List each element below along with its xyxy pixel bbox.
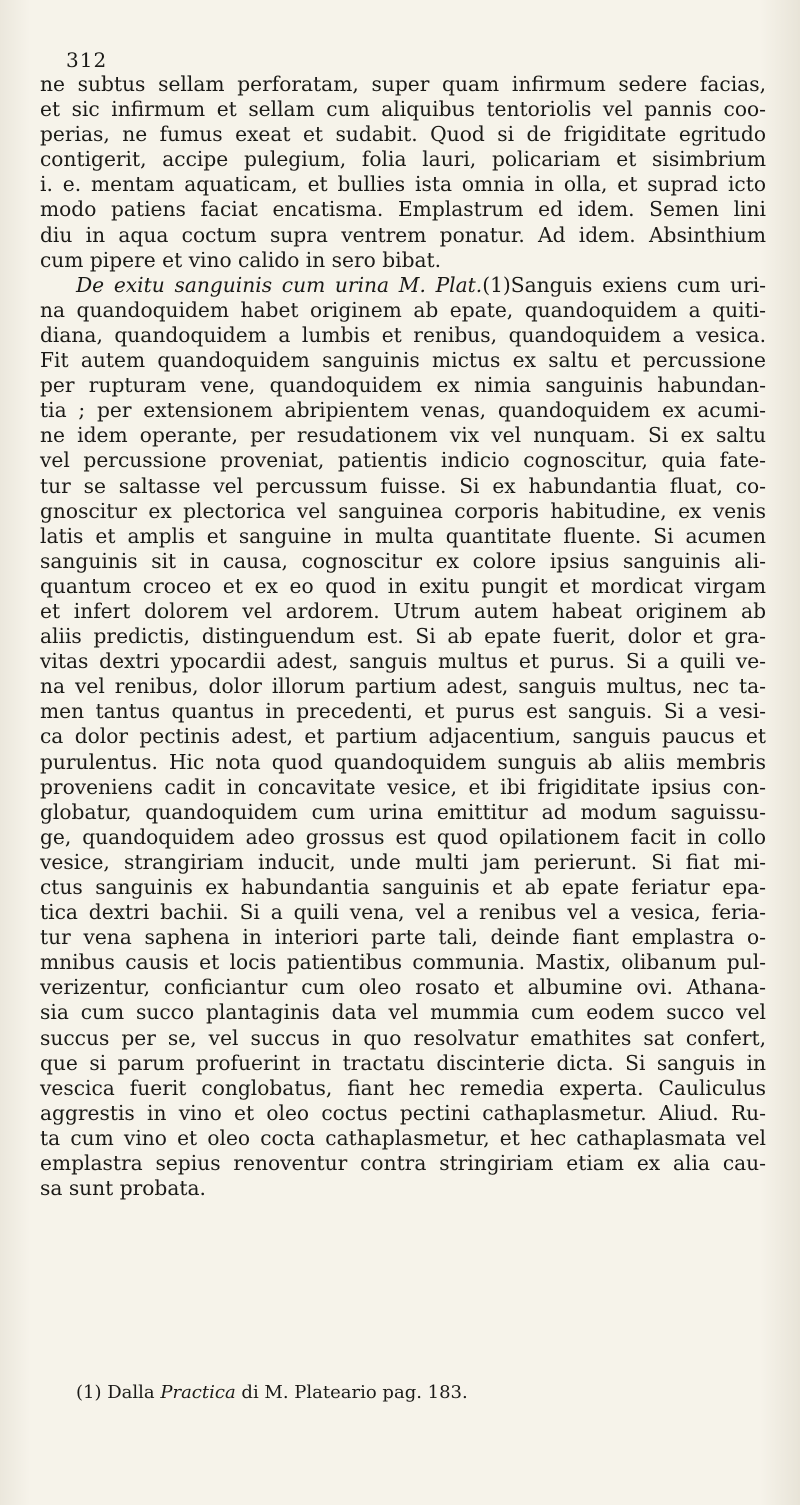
text-line: diu in aqua coctum supra ventrem ponatur. Ad idem. Absinthium: [40, 222, 766, 247]
text-line: ctus sanguinis ex habundantia sanguinis et ab epate feriatur epa-: [40, 875, 766, 899]
text-line: tur se saltasse vel percussum fuisse. Si ex habundantia fluat, co-: [40, 473, 766, 498]
text-line: aggrestis in vino et oleo coctus pectini cathaplasmetur. Aliud. Ru-: [40, 1100, 766, 1125]
text-line: cum pipere et vino calido in sero bibat.: [40, 247, 442, 272]
text-line: modo patiens faciat encatisma. Emplastrum ed idem. Semen lini: [40, 197, 766, 222]
text-line: que si parum profuerint in tractatu discinterie dicta. Si sanguis in: [40, 1050, 766, 1075]
page-number: 312: [66, 48, 108, 72]
text-line: na quandoquidem habet originem ab epate, quandoquidem a quiti-: [40, 297, 766, 322]
text-line: et infert dolorem vel ardorem. Utrum autem habeat originem ab: [40, 598, 766, 623]
text-line: emplastra sepius renoventur contra stringiriam etiam ex alia cau-: [40, 1151, 766, 1176]
text-line: quantum croceo et ex eo quod in exitu pungit et mordicat virgam: [40, 573, 766, 598]
text-line: diana, quandoquidem a lumbis et renibus, quandoquidem a vesica.: [40, 322, 766, 347]
text-line: vescica fuerit conglobatus, fiant hec remedia experta. Cauliculus: [40, 1075, 766, 1100]
text-line: tica dextri bachii. Si a quili vena, vel a renibus vel a vesica, feria-: [40, 900, 766, 925]
text-line: perias, ne fumus exeat et sudabit. Quod si de frigiditate egritudo: [40, 122, 766, 147]
text-line: purulentus. Hic nota quod quandoquidem sunguis ab aliis membris: [40, 749, 766, 774]
text-line: Fit autem quandoquidem sanguinis mictus ex saltu et percussione: [40, 348, 766, 373]
text-line: ta cum vino et oleo cocta cathaplasmetur, et hec cathaplasmata vel: [40, 1125, 766, 1150]
text-line: tur vena saphena in interiori parte tali, deinde fiant emplastra o-: [40, 925, 766, 950]
text-line: ne idem operante, per resudationem vix vel nunquam. Si ex saltu: [40, 423, 766, 448]
text-line: ne subtus sellam perforatam, super quam infirmum sedere facias,: [40, 72, 766, 96]
text-line: contigerit, accipe pulegium, folia lauri, policariam et sisimbrium: [40, 147, 766, 172]
text-line: et sic infirmum et sellam cum aliquibus tentoriolis vel pannis coo-: [40, 97, 766, 122]
text-line: succus per se, vel succus in quo resolvatur emathites sat confert,: [40, 1025, 766, 1050]
section-heading-line: [40, 273, 766, 298]
text-line: i. e. mentam aquaticam, et bullies ista omnia in olla, et suprad icto: [40, 172, 766, 197]
text-line: men tantus quantus in precedenti, et purus est sanguis. Si a vesi-: [40, 699, 766, 724]
text-line: sa sunt probata.: [40, 1176, 206, 1201]
text-line: sanguinis sit in causa, cognoscitur ex colore ipsius sanguinis ali-: [40, 548, 766, 573]
text-line: globatur, quandoquidem cum urina emittitur ad modum saguissu-: [40, 799, 766, 824]
text-line: vesice, strangiriam inducit, unde multi jam perierunt. Si fiat mi-: [40, 849, 766, 874]
footnote: [76, 1382, 468, 1403]
text-line: ca dolor pectinis adest, et partium adjacentium, sanguis paucus et: [40, 724, 766, 749]
text-line: aliis predictis, distinguendum est. Si ab epate fuerit, dolor et gra-: [40, 624, 766, 649]
body-text: [40, 72, 766, 1201]
text-line: vel percussione proveniat, patientis indicio cognoscitur, quia fate-: [40, 448, 766, 473]
text-line: per rupturam vene, quandoquidem ex nimia sanguinis habundan-: [40, 373, 766, 398]
text-line: sia cum succo plantaginis data vel mummia cum eodem succo vel: [40, 1000, 766, 1025]
footnote-title: Practica: [160, 1382, 236, 1403]
footnote-suffix: di M. Plateario pag. 183.: [235, 1382, 468, 1403]
text-line: latis et amplis et sanguine in multa quantitate fluente. Si acumen: [40, 523, 766, 548]
text-line: na vel renibus, dolor illorum partium adest, sanguis multus, nec ta-: [40, 674, 766, 699]
section-heading-continuation: (1)Sanguis exiens cum uri-: [482, 272, 766, 297]
text-line: verizentur, conficiantur cum oleo rosato et albumine ovi. Athana-: [40, 975, 766, 1000]
text-line: vitas dextri ypocardii adest, sanguis multus et purus. Si a quili ve-: [40, 649, 766, 674]
section-heading: De exitu sanguinis cum urina M. Plat.: [76, 272, 483, 297]
text-line: proveniens cadit in concavitate vesice, et ibi frigiditate ipsius con-: [40, 774, 766, 799]
text-line: ge, quandoquidem adeo grossus est quod opilationem facit in collo: [40, 824, 766, 849]
footnote-prefix: (1) Dalla: [76, 1382, 161, 1403]
text-line: gnoscitur ex plectorica vel sanguinea corporis habitudine, ex venis: [40, 498, 766, 523]
text-line: mnibus causis et locis patientibus communia. Mastix, olibanum pul-: [40, 950, 766, 975]
text-line: tia ; per extensionem abripientem venas, quandoquidem ex acumi-: [40, 398, 766, 423]
